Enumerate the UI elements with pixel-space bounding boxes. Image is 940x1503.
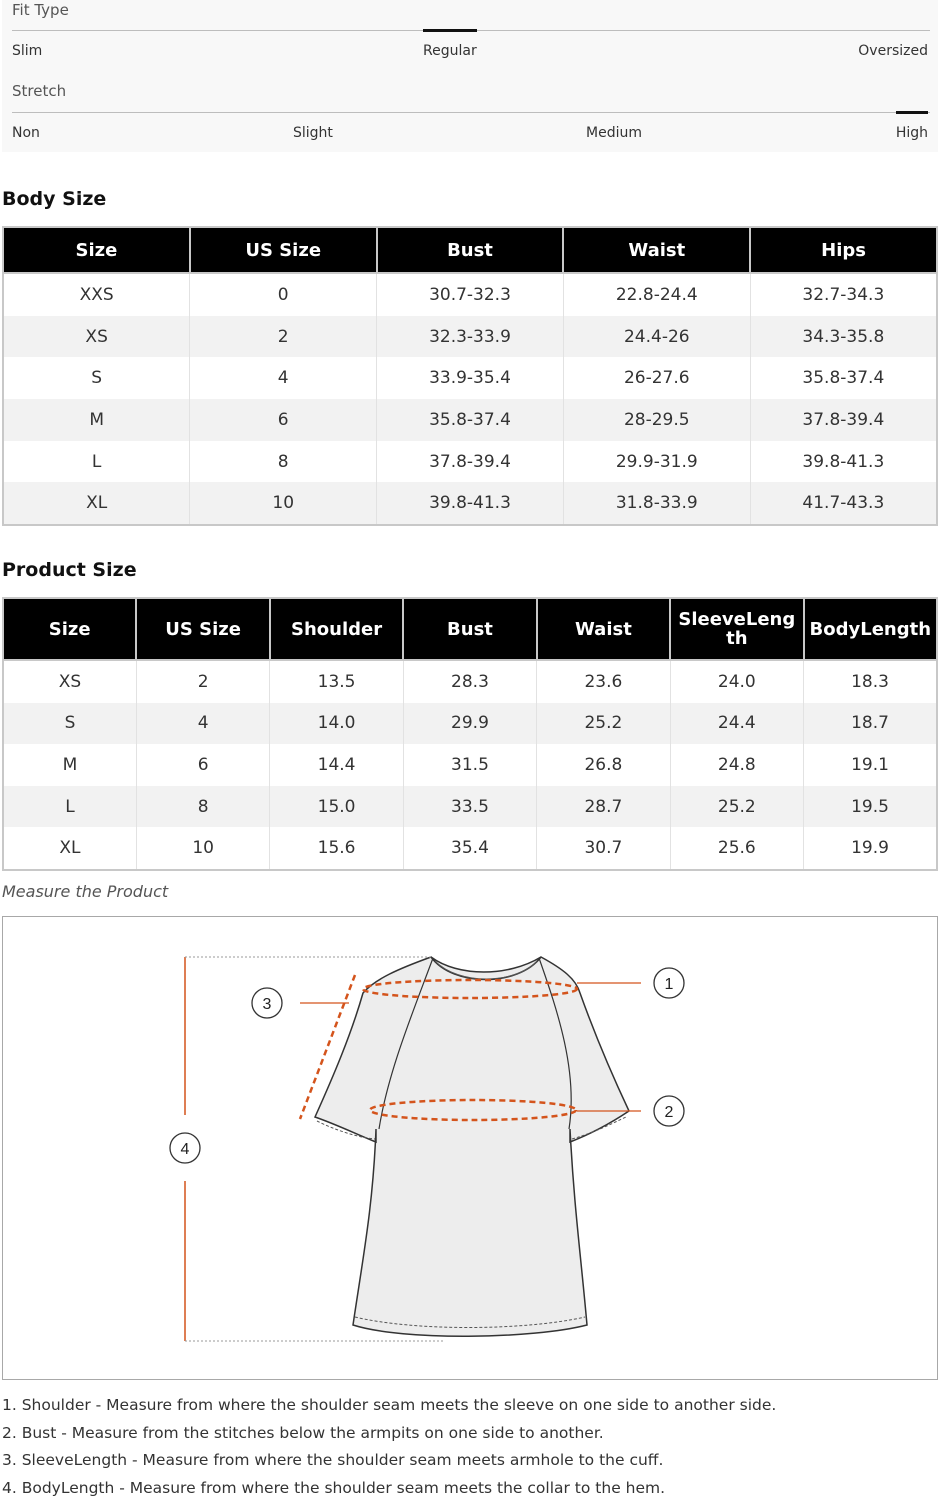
table-row	[3, 273, 937, 316]
callout-2-icon	[654, 1096, 684, 1126]
body-size-title: Body Size	[2, 188, 107, 210]
table-cell: 35.8-37.4	[377, 399, 564, 441]
table-cell: 19.9	[804, 827, 937, 870]
table-cell: 18.3	[804, 660, 937, 703]
table-cell: 29.9-31.9	[563, 441, 750, 483]
measurement-diagram	[2, 916, 938, 1380]
table-cell: 10	[190, 482, 377, 525]
column-header: Bust	[377, 227, 564, 273]
callout-2-label: 2	[664, 1104, 674, 1121]
table-cell: 24.0	[670, 660, 803, 703]
callout-3-label: 3	[262, 996, 272, 1013]
table-cell: 19.1	[804, 744, 937, 786]
table-cell: 19.5	[804, 786, 937, 828]
table-cell: 6	[190, 399, 377, 441]
table-cell: 28-29.5	[563, 399, 750, 441]
stretch-label-high: High	[895, 125, 928, 141]
table-cell: 37.8-39.4	[750, 399, 937, 441]
stretch-label-non: Non	[12, 125, 40, 141]
table-cell: 15.0	[270, 786, 403, 828]
table-cell: 28.3	[403, 660, 536, 703]
column-header: Shoulder	[270, 598, 403, 660]
table-cell: S	[3, 703, 136, 745]
note-bust: 2. Bust - Measure from the stitches below the armpits on one side to another.	[2, 1423, 604, 1442]
table-cell: XL	[3, 827, 136, 870]
table-row	[3, 703, 937, 745]
table-cell: 14.4	[270, 744, 403, 786]
table-cell: 15.6	[270, 827, 403, 870]
table-cell: 24.4-26	[563, 316, 750, 358]
table-cell: 4	[190, 357, 377, 399]
callout-4-icon	[170, 1133, 200, 1163]
column-header: US Size	[136, 598, 269, 660]
column-header: Bust	[403, 598, 536, 660]
table-cell: 0	[190, 273, 377, 316]
table-cell: M	[3, 399, 190, 441]
table-row	[3, 357, 937, 399]
column-header: Waist	[537, 598, 670, 660]
column-header: SleeveLength	[670, 598, 803, 660]
fit-label-slim: Slim	[12, 43, 43, 59]
table-cell: S	[3, 357, 190, 399]
table-cell: 2	[190, 316, 377, 358]
table-cell: 32.3-33.9	[377, 316, 564, 358]
table-cell: 31.5	[403, 744, 536, 786]
table-cell: 24.4	[670, 703, 803, 745]
table-cell: 2	[136, 660, 269, 703]
table-cell: 33.5	[403, 786, 536, 828]
tshirt-outline	[315, 957, 629, 1336]
table-cell: 26.8	[537, 744, 670, 786]
column-header: BodyLength	[804, 598, 937, 660]
table-row	[3, 786, 937, 828]
table-cell: 31.8-33.9	[563, 482, 750, 525]
table-cell: L	[3, 441, 190, 483]
table-cell: 6	[136, 744, 269, 786]
column-header: Waist	[563, 227, 750, 273]
column-header: US Size	[190, 227, 377, 273]
table-cell: 23.6	[537, 660, 670, 703]
note-shoulder: 1. Shoulder - Measure from where the shoulder seam meets the sleeve on one side to another side.	[2, 1396, 777, 1414]
table-cell: 39.8-41.3	[750, 441, 937, 483]
fit-label-oversized: Oversized	[858, 43, 928, 59]
table-cell: 30.7	[537, 827, 670, 870]
table-cell: 8	[136, 786, 269, 828]
table-cell: 4	[136, 703, 269, 745]
table-cell: 26-27.6	[563, 357, 750, 399]
callout-3-icon	[252, 988, 282, 1018]
note-body-length: 4. BodyLength - Measure from where the shoulder seam meets the collar to the hem.	[2, 1479, 666, 1498]
table-cell: 25.2	[670, 786, 803, 828]
column-header: Hips	[750, 227, 937, 273]
table-cell: 33.9-35.4	[377, 357, 564, 399]
table-cell: 28.7	[537, 786, 670, 828]
table-header-row	[3, 598, 937, 660]
table-cell: 25.6	[670, 827, 803, 870]
fit-type-title: Fit Type	[12, 1, 69, 19]
product-size-title: Product Size	[2, 559, 137, 581]
body-size-table	[2, 226, 938, 526]
note-sleeve-length: 3. SleeveLength - Measure from where the shoulder seam meets armhole to the cuff.	[2, 1451, 664, 1470]
table-cell: 35.4	[403, 827, 536, 870]
table-cell: 10	[136, 827, 269, 870]
table-cell: 41.7-43.3	[750, 482, 937, 525]
table-cell: XL	[3, 482, 190, 525]
table-row	[3, 441, 937, 483]
table-cell: M	[3, 744, 136, 786]
stretch-title: Stretch	[12, 82, 67, 100]
table-row	[3, 316, 937, 358]
fit-type-indicator	[423, 29, 477, 32]
table-cell: 18.7	[804, 703, 937, 745]
column-header: Size	[3, 598, 136, 660]
table-cell: 35.8-37.4	[750, 357, 937, 399]
callout-1-label: 1	[664, 976, 674, 993]
measurement-notes	[2, 1392, 932, 1503]
table-cell: L	[3, 786, 136, 828]
callout-4-label: 4	[180, 1141, 190, 1158]
table-cell: 22.8-24.4	[563, 273, 750, 316]
table-cell: 37.8-39.4	[377, 441, 564, 483]
table-cell: XS	[3, 316, 190, 358]
stretch-scale	[12, 112, 930, 113]
table-cell: XS	[3, 660, 136, 703]
stretch-indicator	[896, 111, 928, 114]
column-header: Size	[3, 227, 190, 273]
measure-title: Measure the Product	[2, 882, 169, 901]
table-row	[3, 482, 937, 525]
table-cell: 30.7-32.3	[377, 273, 564, 316]
product-size-table	[2, 597, 938, 871]
stretch-label-slight: Slight	[293, 125, 333, 141]
table-row	[3, 827, 937, 870]
table-cell: 25.2	[537, 703, 670, 745]
table-cell: 14.0	[270, 703, 403, 745]
table-cell: 24.8	[670, 744, 803, 786]
table-cell: 8	[190, 441, 377, 483]
table-row	[3, 399, 937, 441]
table-cell: 29.9	[403, 703, 536, 745]
table-cell: 32.7-34.3	[750, 273, 937, 316]
table-row	[3, 660, 937, 703]
table-cell: 39.8-41.3	[377, 482, 564, 525]
table-cell: 34.3-35.8	[750, 316, 937, 358]
callout-1-icon	[654, 968, 684, 998]
fit-label-regular: Regular	[423, 43, 477, 59]
table-header-row	[3, 227, 937, 273]
tshirt-diagram	[3, 917, 937, 1379]
table-row	[3, 744, 937, 786]
table-cell: XXS	[3, 273, 190, 316]
stretch-label-medium: Medium	[586, 125, 642, 141]
fit-stretch-panel	[2, 0, 938, 152]
table-cell: 13.5	[270, 660, 403, 703]
